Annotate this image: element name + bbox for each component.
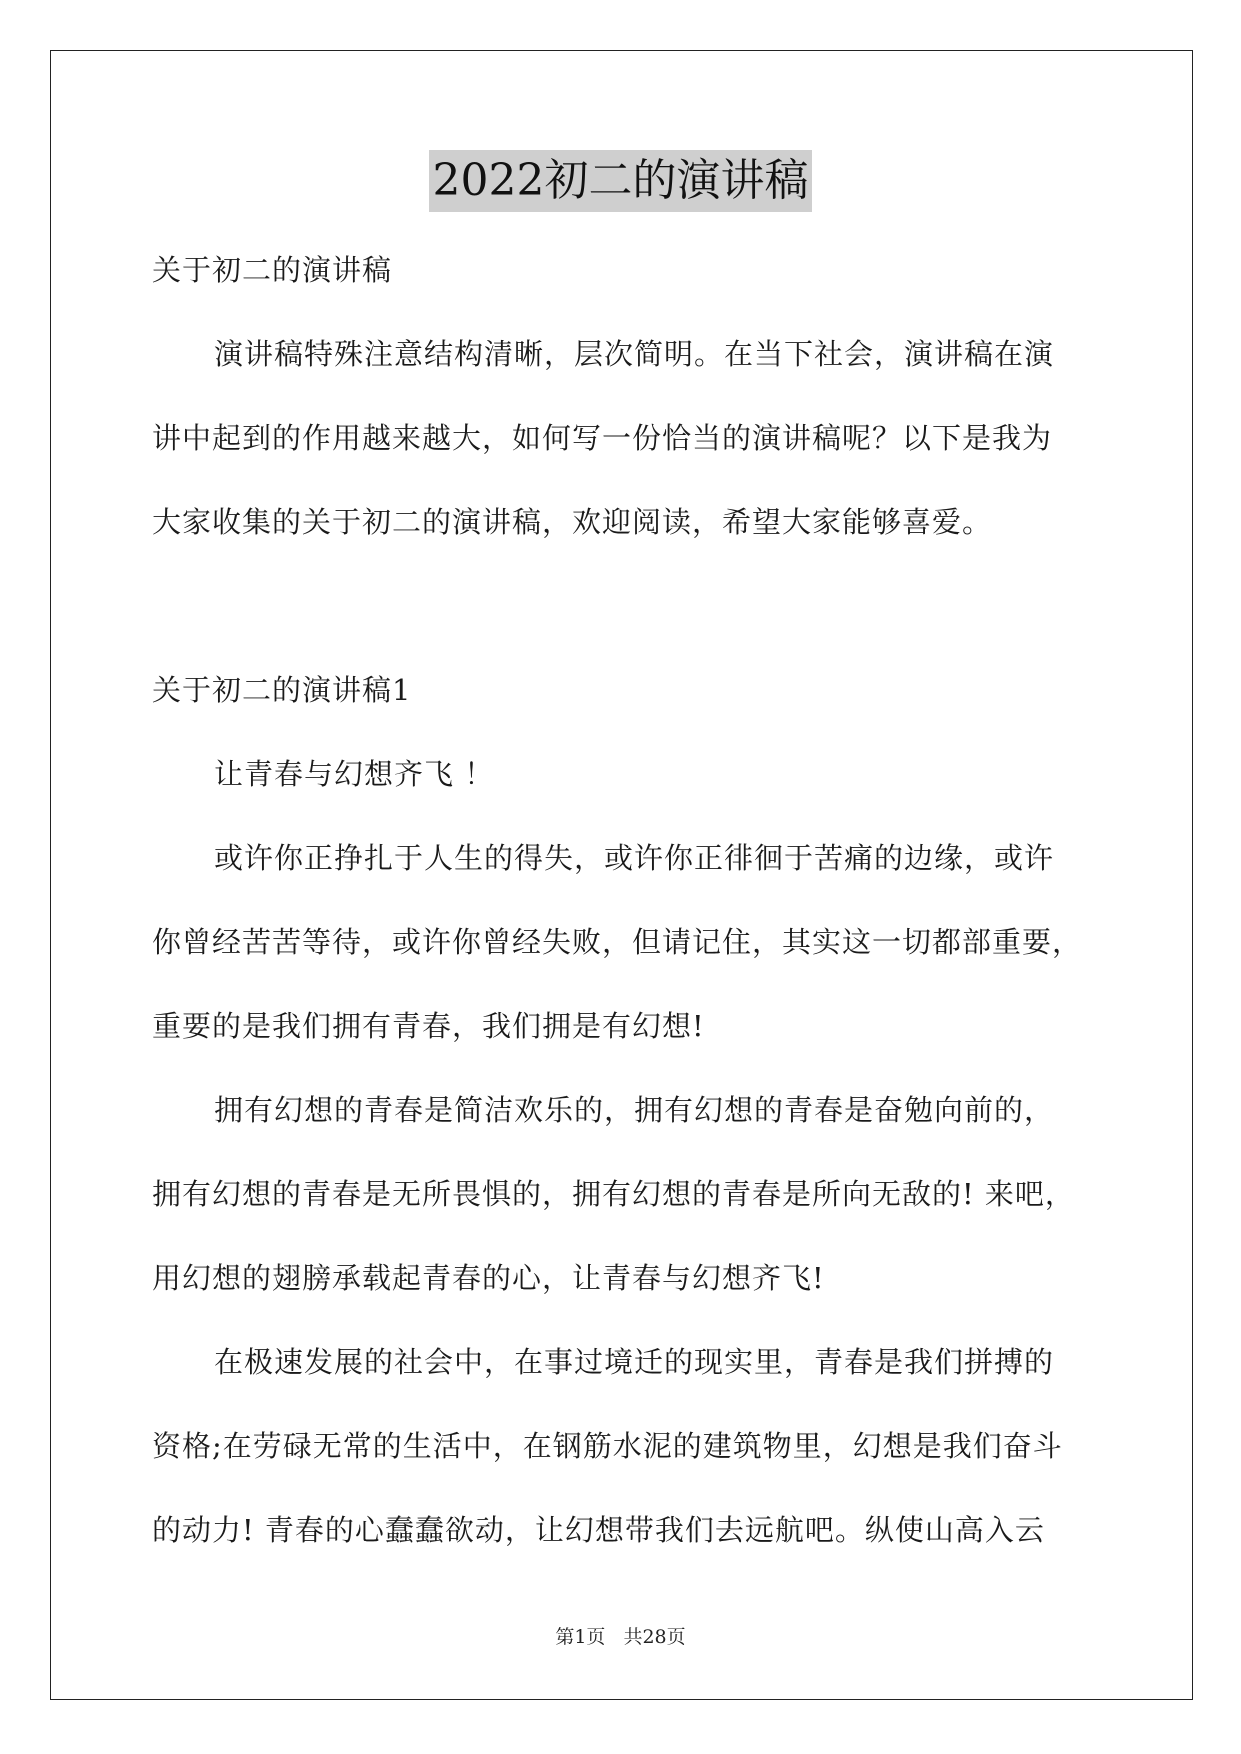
paragraph-line: 拥有幻想的青春是无所畏惧的，拥有幻想的青春是所向无敌的! 来吧， <box>152 1177 1075 1211</box>
section-heading: 关于初二的演讲稿 <box>152 253 393 287</box>
paragraph-line: 你曾经苦苦等待，或许你曾经失败，但请记住，其实这一切都部重要， <box>152 925 1083 959</box>
paragraph-line: 拥有幻想的青春是简洁欢乐的，拥有幻想的青春是奋勉向前的， <box>214 1093 1055 1127</box>
paragraph-line: 大家收集的关于初二的演讲稿，欢迎阅读，希望大家能够喜爱。 <box>152 505 993 539</box>
paragraph-line: 或许你正挣扎于人生的得失，或许你正徘徊于苦痛的边缘，或许 <box>214 841 1055 875</box>
title-wrap <box>0 150 1241 212</box>
paragraph-line: 的动力! 青春的心蠢蠢欲动，让幻想带我们去远航吧。纵使山高入云 <box>152 1513 1045 1547</box>
section-heading: 关于初二的演讲稿1 <box>152 673 412 707</box>
document-title: 2022初二的演讲稿 <box>429 150 813 212</box>
page-total: 共28页 <box>623 1626 686 1648</box>
paragraph-line: 重要的是我们拥有青春，我们拥是有幻想! <box>152 1009 705 1043</box>
paragraph-line: 用幻想的翅膀承载起青春的心，让青春与幻想齐飞! <box>152 1261 825 1295</box>
paragraph-line: 让青春与幻想齐飞 ！ <box>214 757 495 791</box>
page-number: 第1页 <box>555 1626 606 1648</box>
paragraph-line: 在极速发展的社会中，在事过境迁的现实里，青春是我们拼搏的 <box>214 1345 1055 1379</box>
spacer <box>152 564 1092 648</box>
document-body <box>152 228 1092 1572</box>
paragraph-line: 演讲稿特殊注意结构清晰，层次简明。在当下社会，演讲稿在演 <box>214 337 1055 371</box>
paragraph-line: 资格;在劳碌无常的生活中，在钢筋水泥的建筑物里，幻想是我们奋斗 <box>152 1429 1063 1463</box>
paragraph-line: 讲中起到的作用越来越大，如何写一份恰当的演讲稿呢？以下是我为 <box>152 421 1053 455</box>
page-footer <box>0 1622 1241 1649</box>
